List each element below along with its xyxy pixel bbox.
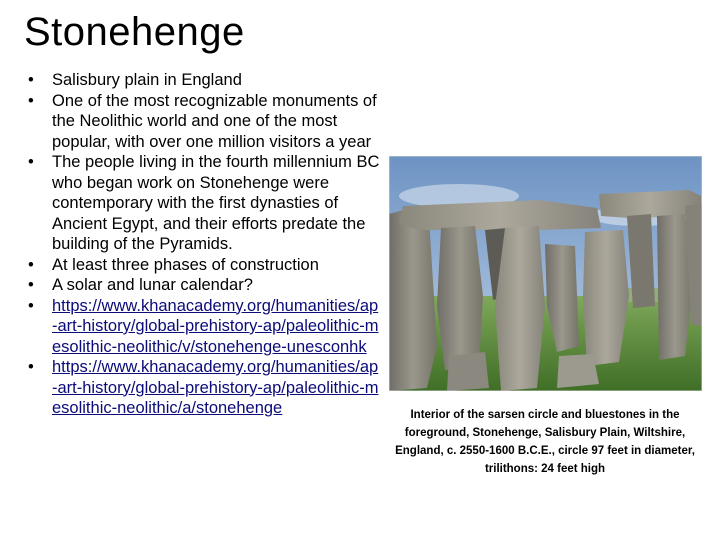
bullet-item (28, 91, 380, 153)
stonehenge-photo (389, 156, 702, 391)
bullet-dot: • (28, 358, 34, 376)
bullet-item (28, 255, 380, 276)
bullet-item (28, 296, 380, 358)
bullet-dot: • (28, 255, 34, 274)
khan-video-link[interactable]: https://www.khanacademy.org/humanities/ap-art-history/global-prehistory-ap/paleolithic-mesolithic-neolithic/v/stonehenge-unesconhk (52, 296, 379, 356)
photo-caption: Interior of the sarsen circle and bluestones in the foreground, Stonehenge, Salisbury Plain, Wiltshire, England, c. 2550-1600 B.C.E., circle 97 feet in diameter, trilithons: 24 feet high (395, 409, 695, 475)
bullet-text: A solar and lunar calendar? (52, 276, 253, 294)
khan-article-link[interactable]: https://www.khanacademy.org/humanities/ap-art-history/global-prehistory-ap/paleolithic-mesolithic-neolithic/a/stonehenge (52, 358, 379, 417)
bullet-text: Salisbury plain in England (52, 71, 242, 89)
bullet-dot: • (28, 71, 34, 89)
bullet-item (28, 152, 380, 255)
bullet-item (28, 70, 380, 91)
bullet-text: The people living in the fourth millennium BC who began work on Stonehenge were contemporary with the first dynasties of Ancient Egypt, and their efforts predate the building of the Pyramids. (52, 153, 380, 253)
bullet-text: At least three phases of construction (52, 255, 319, 274)
bullet-text: One of the most recognizable monuments of the Neolithic world and one of the most popular, with over one million visitors a year (52, 91, 377, 151)
slide-title: Stonehenge (24, 10, 245, 54)
bullet-item (28, 275, 380, 296)
bullet-item (28, 357, 380, 419)
bullet-dot: • (28, 153, 34, 171)
bullet-dot: • (28, 91, 34, 110)
bullet-dot: • (28, 276, 34, 294)
bullet-list (28, 70, 380, 419)
bullet-dot: • (28, 296, 34, 315)
